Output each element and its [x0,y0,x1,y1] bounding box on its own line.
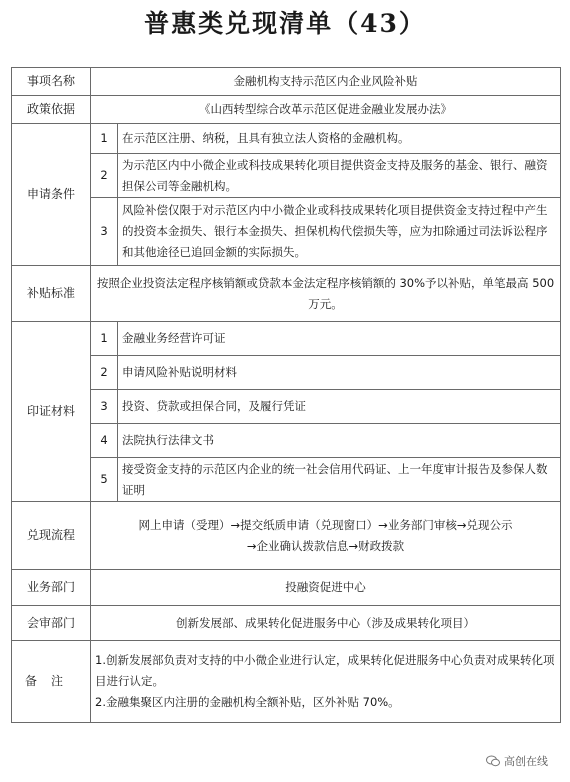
watermark-text: 高创在线 [504,755,548,768]
row-material-3 [12,390,561,424]
conditions-label: 申请条件 [12,124,91,266]
condition-text: 为示范区内中小微企业或科技成果转化项目提供资金支持及服务的基金、银行、融资担保公司等金融机构。 [118,154,561,198]
process-line: 网上申请（受理）→提交纸质申请（兑现窗口）→业务部门审核→兑现公示 [138,517,513,532]
row-co-review [12,606,561,641]
material-num: 1 [91,322,118,356]
condition-num: 1 [91,124,118,154]
row-remarks [12,641,561,723]
co-review-value: 创新发展部、成果转化促进服务中心（涉及成果转化项目） [91,606,561,641]
condition-text: 风险补偿仅限于对示范区内中小微企业或科技成果转化项目提供资金支持过程中产生的投资本金损失、银行本金损失、担保机构代偿损失等，应为扣除通过司法诉讼程序和其他途径已追回金额的实际损失。 [118,198,561,266]
wechat-icon [486,755,500,767]
condition-text: 在示范区注册、纳税，且具有独立法人资格的金融机构。 [118,124,561,154]
row-material-5 [12,458,561,502]
material-num: 4 [91,424,118,458]
process-line: →企业确认拨款信息→财政拨款 [246,538,405,553]
item-name-value: 金融机构支持示范区内企业风险补贴 [91,68,561,96]
remarks-line: 2.金融集聚区内注册的金融机构全额补贴，区外补贴 70%。 [95,695,400,709]
remarks-label: 备注 [12,641,91,723]
row-material-1 [12,322,561,356]
materials-label: 印证材料 [12,322,91,502]
row-condition-3 [12,198,561,266]
co-review-label: 会审部门 [12,606,91,641]
row-item-name [12,68,561,96]
condition-num: 3 [91,198,118,266]
row-process [12,502,561,570]
material-text: 接受资金支持的示范区内企业的统一社会信用代码证、上一年度审计报告及参保人数证明 [118,458,561,502]
policy-basis-value: 《山西转型综合改革示范区促进金融业发展办法》 [91,96,561,124]
row-material-2 [12,356,561,390]
material-text: 金融业务经营许可证 [118,322,561,356]
row-policy-basis [12,96,561,124]
row-condition-2 [12,154,561,198]
subsidy-value: 按照企业投资法定程序核销额或贷款本金法定程序核销额的 30%予以补贴，单笔最高 500 万元。 [91,266,561,322]
material-text: 申请风险补贴说明材料 [118,356,561,390]
row-material-4 [12,424,561,458]
watermark [482,752,552,770]
remarks-line: 1.创新发展部负责对支持的中小微企业进行认定，成果转化促进服务中心负责对成果转化项目进行认定。 [95,653,555,688]
row-subsidy [12,266,561,322]
department-label: 业务部门 [12,570,91,606]
department-value: 投融资促进中心 [91,570,561,606]
policy-table [11,67,561,723]
process-value [91,502,561,570]
item-name-label: 事项名称 [12,68,91,96]
material-num: 3 [91,390,118,424]
condition-num: 2 [91,154,118,198]
material-num: 2 [91,356,118,390]
process-label: 兑现流程 [12,502,91,570]
row-condition-1 [12,124,561,154]
subsidy-label: 补贴标准 [12,266,91,322]
row-department [12,570,561,606]
page-title: 普惠类兑现清单（43） [144,9,426,38]
remarks-value [91,641,561,723]
material-text: 投资、贷款或担保合同，及履行凭证 [118,390,561,424]
material-text: 法院执行法律文书 [118,424,561,458]
material-num: 5 [91,458,118,502]
policy-basis-label: 政策依据 [12,96,91,124]
